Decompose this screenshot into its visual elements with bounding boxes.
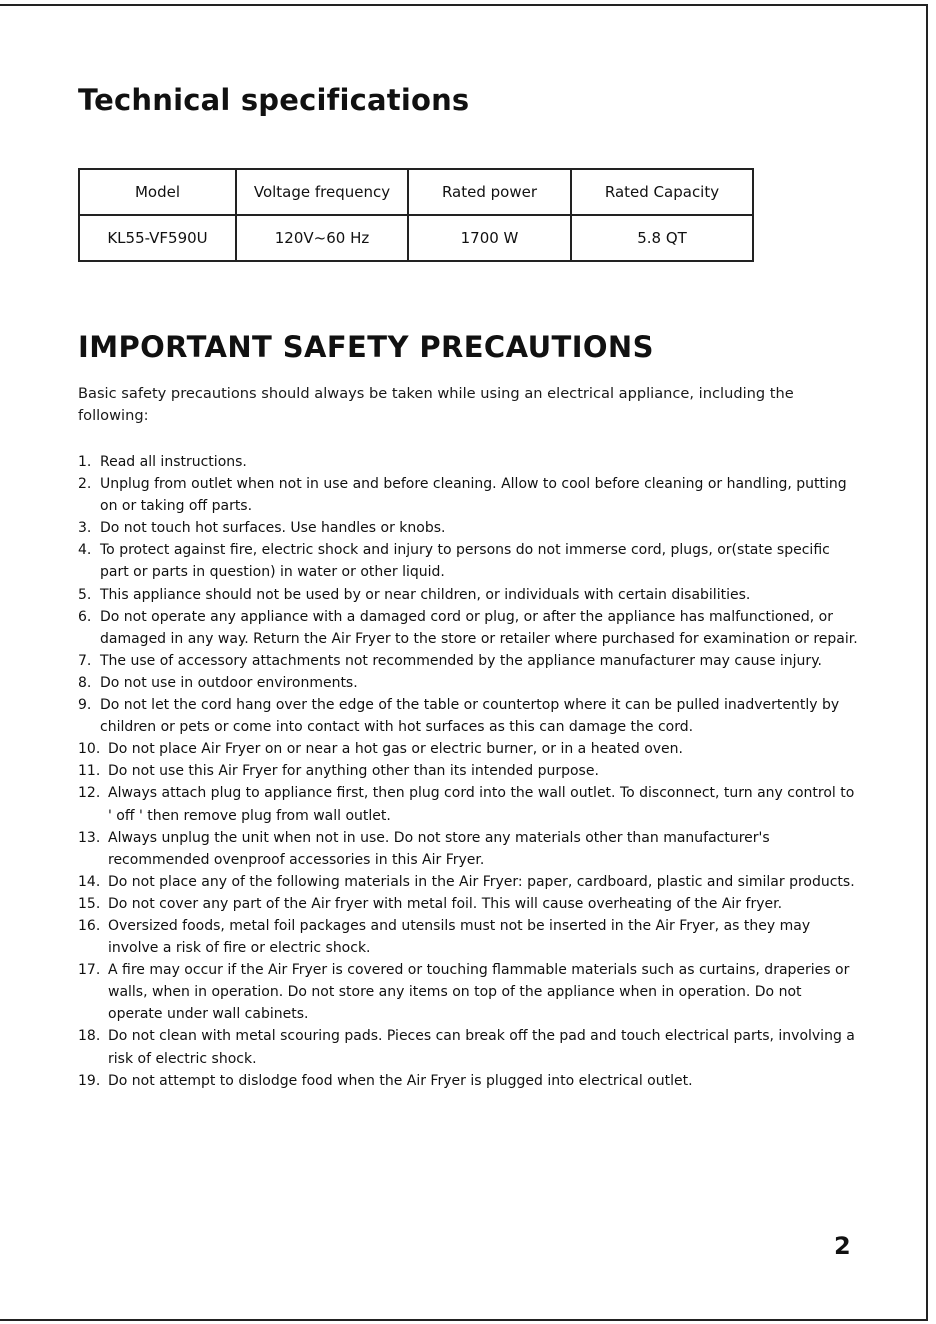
precaution-item: [78, 517, 858, 539]
spec-data-row: [79, 215, 753, 261]
spec-value-power: 1700 W: [408, 215, 571, 261]
spec-value-model: KL55-VF590U: [79, 215, 236, 261]
page-number: 2: [834, 1232, 851, 1260]
precaution-item: [78, 694, 858, 738]
precaution-text: To protect against fire, electric shock and injury to persons do not immerse cord, plugs, or(state specific part or parts in question) in water or other liquid.: [100, 542, 830, 581]
precaution-text: Do not operate any appliance with a damaged cord or plug, or after the appliance has malfunctioned, or damaged in any way. Return the Air Fryer to the store or retailer where purchased for examination or repair.: [100, 608, 858, 647]
precaution-item: [78, 473, 858, 517]
spec-header-model: Model: [79, 169, 236, 215]
precaution-text: Do not attempt to dislodge food when the Air Fryer is plugged into electrical outlet.: [108, 1072, 693, 1089]
precaution-item: [78, 1070, 858, 1092]
precaution-item: [78, 959, 858, 1025]
spec-header-power: Rated power: [408, 169, 571, 215]
precaution-item: [78, 451, 858, 473]
precaution-number: 6.: [78, 608, 92, 625]
precaution-text: Do not cover any part of the Air fryer with metal foil. This will cause overheating of the Air fryer.: [108, 895, 783, 912]
precaution-item: [78, 606, 858, 650]
precaution-number: 7.: [78, 652, 92, 669]
spec-header-row: [79, 169, 753, 215]
precaution-item: [78, 650, 858, 672]
safety-intro: Basic safety precautions should always be taken while using an electrical appliance, including the following:: [78, 385, 794, 424]
spec-value-capacity: 5.8 QT: [571, 215, 753, 261]
precaution-text: Do not clean with metal scouring pads. Pieces can break off the pad and touch electrical parts, involving a risk of electric shock.: [108, 1028, 855, 1067]
precaution-number: 4.: [78, 542, 92, 559]
spec-header-capacity: Rated Capacity: [571, 169, 753, 215]
precaution-number: 15.: [78, 895, 101, 912]
precaution-text: Do not place Air Fryer on or near a hot gas or electric burner, or in a heated oven.: [108, 741, 683, 758]
precaution-text: Always attach plug to appliance first, then plug cord into the wall outlet. To disconnect, turn any control to ' off ' then remove plug from wall outlet.: [108, 785, 855, 824]
precaution-text: Do not use this Air Fryer for anything other than its intended purpose.: [108, 763, 599, 780]
spec-table: [78, 168, 754, 262]
precaution-text: Do not place any of the following materials in the Air Fryer: paper, cardboard, plastic and similar products.: [108, 873, 855, 890]
precaution-number: 14.: [78, 873, 101, 890]
precaution-item: [78, 915, 858, 959]
safety-title: IMPORTANT SAFETY PRECAUTIONS: [78, 330, 654, 364]
precaution-number: 8.: [78, 674, 92, 691]
precaution-number: 11.: [78, 763, 101, 780]
precaution-text: This appliance should not be used by or near children, or individuals with certain disabilities.: [100, 586, 751, 603]
precaution-number: 16.: [78, 917, 101, 934]
precaution-number: 2.: [78, 476, 92, 493]
spec-value-voltage: 120V~60 Hz: [236, 215, 408, 261]
precaution-text: Unplug from outlet when not in use and before cleaning. Allow to cool before cleaning or handling, putting on or taking off parts.: [100, 476, 847, 515]
precaution-item: [78, 539, 858, 583]
precaution-number: 12.: [78, 785, 101, 802]
precaution-number: 18.: [78, 1028, 101, 1045]
precaution-item: [78, 584, 858, 606]
precaution-text: A fire may occur if the Air Fryer is covered or touching flammable materials such as curtains, draperies or walls, when in operation. Do not store any items on top of the appliance when in operation. Do not operate under wall cabinets.: [108, 962, 850, 1023]
precaution-item: [78, 827, 858, 871]
precaution-number: 9.: [78, 697, 92, 714]
precaution-item: [78, 893, 858, 915]
precaution-number: 13.: [78, 829, 101, 846]
precaution-number: 1.: [78, 454, 92, 470]
precaution-item: [78, 738, 858, 760]
precaution-text: The use of accessory attachments not recommended by the appliance manufacturer may cause injury.: [100, 652, 822, 669]
precaution-text: Do not let the cord hang over the edge of the table or countertop where it can be pulled inadvertently by children or pets or come into contact with hot surfaces as this can damage the cord.: [100, 697, 840, 736]
precaution-number: 5.: [78, 586, 92, 603]
precaution-text: Always unplug the unit when not in use. Do not store any materials other than manufacturer's recommended ovenproof accessories in this Air Fryer.: [108, 829, 770, 868]
precautions-list: [78, 451, 858, 1092]
precaution-number: 3.: [78, 520, 92, 537]
precaution-text: Oversized foods, metal foil packages and utensils must not be inserted in the Air Fryer, as they may involve a risk of fire or electric shock.: [108, 917, 811, 957]
precaution-number: 10.: [78, 741, 101, 758]
precaution-text: Read all instructions.: [100, 454, 247, 470]
spec-title: Technical specifications: [78, 83, 470, 117]
precaution-number: 19.: [78, 1072, 101, 1089]
spec-header-voltage: Voltage frequency: [236, 169, 408, 215]
precaution-item: [78, 1025, 858, 1069]
precaution-item: [78, 760, 858, 782]
precaution-text: Do not use in outdoor environments.: [100, 674, 358, 691]
precaution-text: Do not touch hot surfaces. Use handles or knobs.: [100, 520, 446, 537]
precaution-item: [78, 672, 858, 694]
precaution-item: [78, 782, 858, 826]
precaution-number: 17.: [78, 962, 101, 979]
precaution-item: [78, 871, 858, 893]
